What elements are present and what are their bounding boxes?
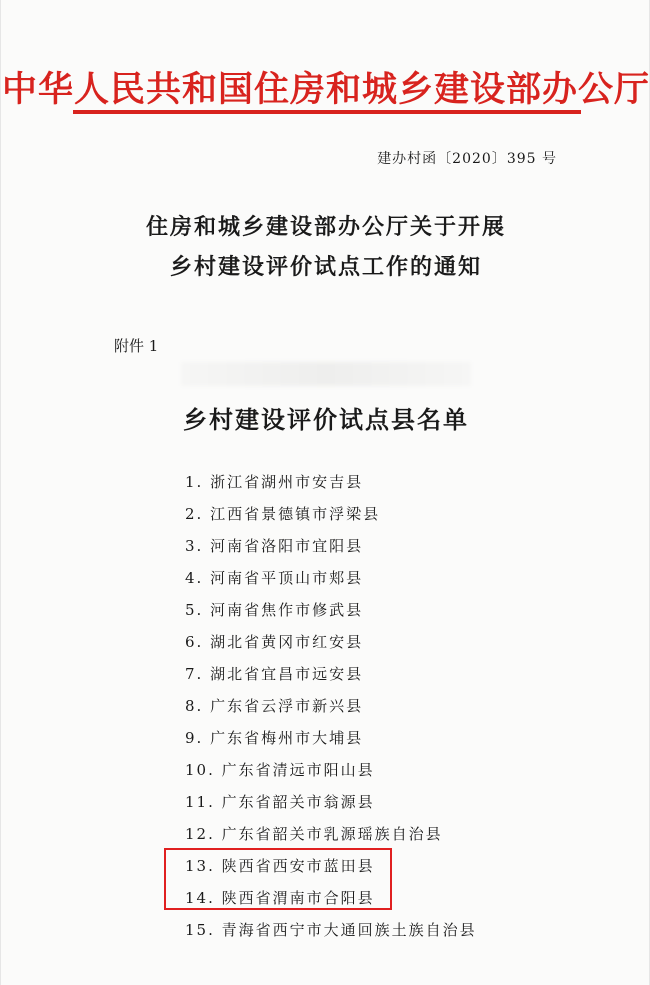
county-item-4: 4. 河南省平顶山市郏县: [185, 569, 364, 587]
highlight-box: [164, 848, 392, 910]
county-item-15: 15. 青海省西宁市大通回族土族自治县: [185, 921, 477, 939]
notice-title-line-2: 乡村建设评价试点工作的通知: [169, 254, 482, 280]
header-red-rule: [73, 110, 581, 114]
county-item-10: 10. 广东省清远市阳山县: [185, 761, 375, 779]
notice-title-line-1: 住房和城乡建设部办公厅关于开展: [145, 214, 506, 240]
county-item-7: 7. 湖北省宜昌市远安县: [185, 665, 364, 683]
issuer-header-title: 中华人民共和国住房和城乡建设部办公厅: [1, 69, 650, 110]
county-list-title: 乡村建设评价试点县名单: [183, 405, 469, 434]
bleed-through-shadow: [181, 362, 471, 386]
county-item-13: 13. 陕西省西安市蓝田县: [185, 857, 375, 875]
county-item-5: 5. 河南省焦作市修武县: [185, 601, 364, 619]
county-item-2: 2. 江西省景德镇市浮梁县: [185, 505, 381, 523]
document-number: 建办村函〔2020〕395 号: [377, 151, 557, 167]
county-item-12: 12. 广东省韶关市乳源瑶族自治县: [185, 825, 443, 843]
attachment-label: 附件 1: [114, 337, 159, 355]
county-item-11: 11. 广东省韶关市翁源县: [185, 793, 375, 811]
county-item-9: 9. 广东省梅州市大埔县: [185, 729, 364, 747]
county-item-14: 14. 陕西省渭南市合阳县: [185, 889, 375, 907]
county-item-3: 3. 河南省洛阳市宜阳县: [185, 537, 364, 555]
county-item-8: 8. 广东省云浮市新兴县: [185, 697, 364, 715]
county-item-1: 1. 浙江省湖州市安吉县: [185, 473, 364, 491]
county-item-6: 6. 湖北省黄冈市红安县: [185, 633, 364, 651]
